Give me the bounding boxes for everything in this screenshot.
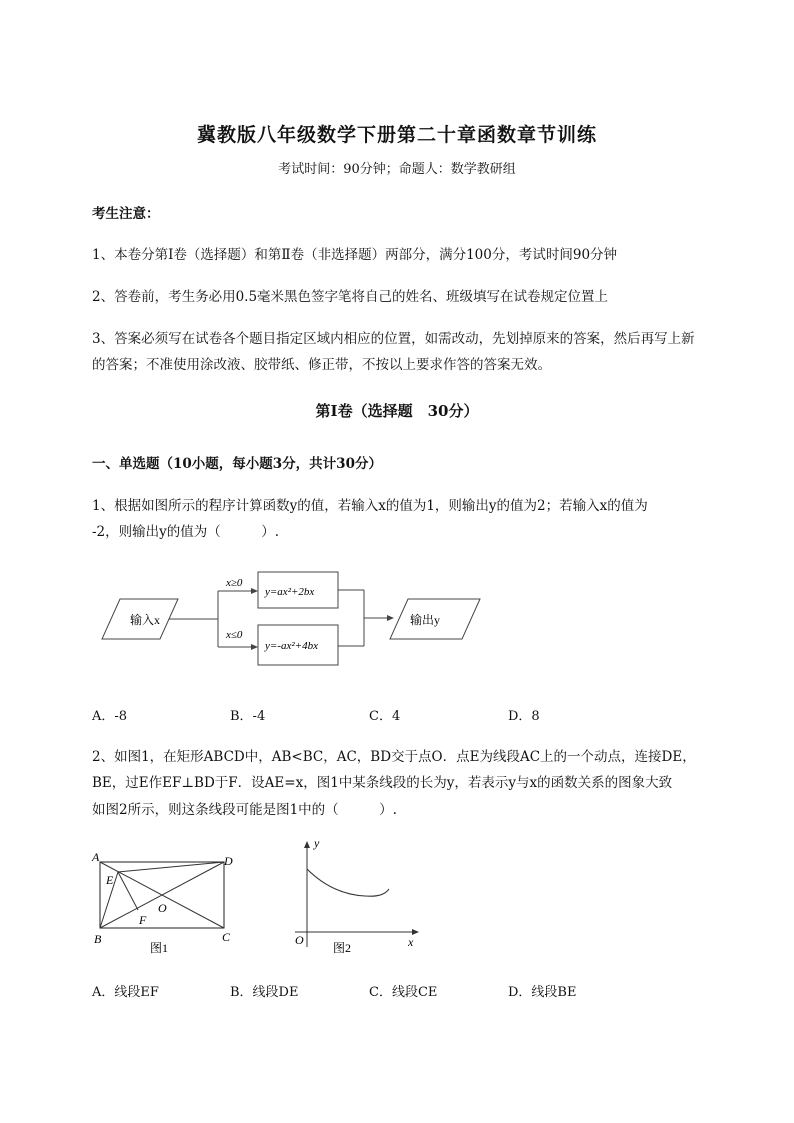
q1-flowchart xyxy=(90,570,490,680)
flow-formula-bottom: y=-ax²+4bx xyxy=(265,640,318,652)
q2-option-d[interactable]: D．线段BE xyxy=(508,985,577,1000)
q1-text-line1: 1、根据如图所示的程序计算函数y的值，若输入x的值为1，则输出y的值为2；若输入x的值为 xyxy=(92,498,648,514)
exam-info: 考试时间：90分钟；命题人：数学教研组 xyxy=(278,162,516,177)
q2-option-b[interactable]: B．线段DE xyxy=(230,985,299,1000)
fig1-label-d: D xyxy=(224,854,233,868)
q2-option-c[interactable]: C．线段CE xyxy=(369,985,438,1000)
q2-text-line1: 2、如图1，在矩形ABCD中，AB<BC，AC，BD交于点O．点E为线段AC上的一个动点，连接DE， xyxy=(92,749,696,765)
flow-formula-top: y=ax²+2bx xyxy=(265,586,315,598)
section-title: 第Ⅰ卷（选择题 30分） xyxy=(315,402,479,420)
q1-option-a[interactable]: A．-8 xyxy=(92,709,128,724)
q2-figure-2 xyxy=(285,835,425,960)
flow-input-label: 输入x xyxy=(130,613,161,627)
fig2-y-arrow xyxy=(304,841,310,848)
page-title: 冀教版八年级数学下册第二十章函数章节训练 xyxy=(196,124,597,146)
fig1-label-f: F xyxy=(139,913,147,927)
q1-text-line2: -2，则输出y的值为（ ）. xyxy=(92,524,280,540)
q1-option-c[interactable]: C．4 xyxy=(369,709,401,724)
notice-item-1: 1、本卷分第Ⅰ卷（选择题）和第Ⅱ卷（非选择题）两部分，满分100分，考试时间90分钟 xyxy=(92,247,618,263)
fig1-segment-ef xyxy=(118,872,138,910)
notice-item-3: 3、答案必须写在试卷各个题目指定区域内相应的位置，如需改动，先划掉原来的答案，然后再写上新 xyxy=(92,331,695,347)
fig2-label-x: x xyxy=(408,935,414,949)
flow-output-label: 输出y xyxy=(410,613,441,627)
flow-arrow-out xyxy=(387,615,394,621)
flow-arrow-top xyxy=(251,588,258,594)
q2-text-line3: 如图2所示，则这条线段可能是图1中的（ ）. xyxy=(92,802,397,818)
flow-arrow-bottom xyxy=(251,644,258,650)
fig1-label-o: O xyxy=(158,901,167,915)
notice-item-2: 2、答卷前，考生务必用0.5毫米黑色签字笔将自己的姓名、班级填写在试卷规定位置上 xyxy=(92,289,609,305)
flow-cond-top: x≥0 xyxy=(226,577,243,589)
fig2-caption: 图2 xyxy=(333,941,352,955)
q2-option-a[interactable]: A．线段EF xyxy=(92,985,159,1000)
fig1-label-c: C xyxy=(222,930,231,944)
fig1-caption: 图1 xyxy=(150,941,169,955)
part-heading: 一、单选题（10小题，每小题3分，共计30分） xyxy=(92,456,382,472)
fig1-label-e: E xyxy=(106,873,114,887)
fig2-label-y: y xyxy=(314,836,320,850)
fig2-curve xyxy=(307,869,389,896)
notice-heading: 考生注意： xyxy=(92,206,160,222)
notice-item-3-cont: 的答案；不准使用涂改液、胶带纸、修正带，不按以上要求作答的答案无效。 xyxy=(92,357,551,373)
q1-option-d[interactable]: D．8 xyxy=(508,709,540,724)
flow-cond-bottom: x≤0 xyxy=(226,629,243,641)
q2-text-line2: BE，过E作EF⊥BD于F．设AE=x，图1中某条线段的长为y，若表示y与x的函数关系的图象大致 xyxy=(92,775,673,791)
fig2-label-origin: O xyxy=(295,933,304,947)
q2-figure-1 xyxy=(88,845,248,960)
fig1-label-b: B xyxy=(94,932,102,946)
fig1-label-a: A xyxy=(92,850,100,864)
q1-option-b[interactable]: B．-4 xyxy=(230,709,266,724)
